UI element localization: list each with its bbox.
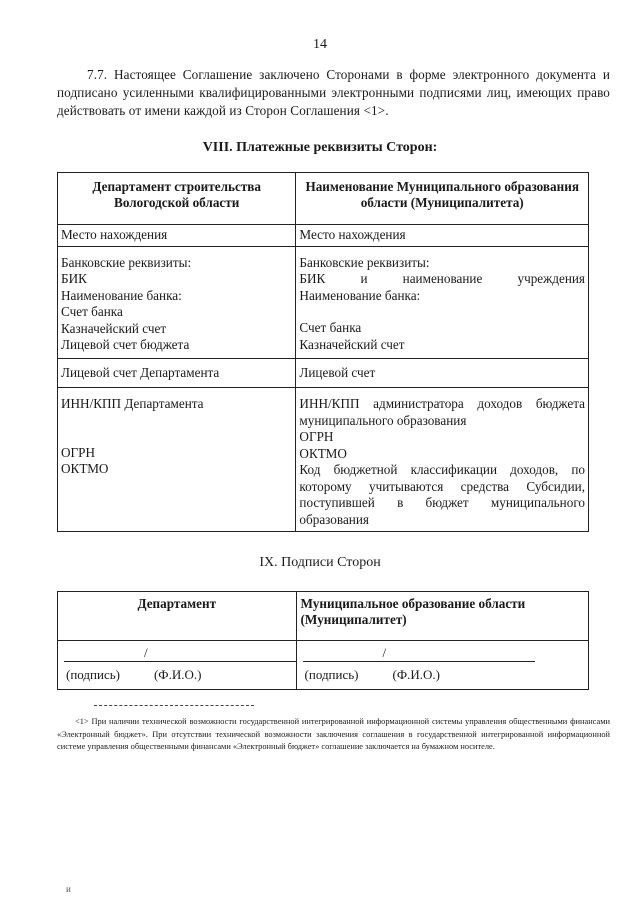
oktmo-label-right: ОКТМО bbox=[299, 445, 347, 461]
fio-label: (Ф.И.О.) bbox=[392, 667, 440, 682]
header-department: Департамент строительства Вологодской области bbox=[58, 173, 296, 225]
personal-account-left: Лицевой счет Департамента bbox=[58, 358, 296, 388]
slash-separator: / bbox=[382, 645, 387, 660]
paragraph-7-7 bbox=[57, 66, 610, 120]
blank-line bbox=[61, 413, 292, 445]
word: БИК bbox=[299, 271, 326, 286]
slash-separator: / bbox=[144, 645, 148, 660]
personal-account-row bbox=[58, 358, 589, 388]
bank-name-label-right: Наименование банка: bbox=[299, 287, 421, 303]
footnote-divider bbox=[94, 705, 254, 706]
inn-left bbox=[58, 388, 296, 532]
signature-caption bbox=[305, 667, 440, 683]
bank-requisites-label: Банковские реквизиты: bbox=[61, 254, 192, 270]
section-8-title: VIII. Платежные реквизиты Сторон: bbox=[202, 140, 438, 155]
personal-account-right: Лицевой счет bbox=[296, 358, 589, 388]
signature-block bbox=[62, 645, 292, 685]
signature-caption bbox=[66, 667, 201, 683]
inn-row bbox=[58, 388, 589, 532]
location-left: Место нахождения bbox=[58, 225, 296, 247]
page-number: 14 bbox=[313, 37, 327, 52]
location-right: Место нахождения bbox=[296, 225, 589, 247]
word: и bbox=[360, 271, 368, 286]
signature-line bbox=[64, 661, 296, 662]
section-9-title: IX. Подписи Сторон bbox=[259, 555, 381, 570]
signature-cell-left bbox=[58, 641, 297, 690]
bank-account-label-right: Счет банка bbox=[299, 320, 362, 335]
bank-account-label: Счет банка bbox=[61, 304, 123, 319]
bik-label: БИК bbox=[61, 271, 87, 286]
word: наименование bbox=[402, 271, 483, 286]
inn-right bbox=[296, 388, 589, 532]
treasury-account-label: Казначейский счет bbox=[61, 320, 167, 336]
signature-head-department: Департамент bbox=[58, 592, 297, 641]
treasury-account-label-right: Казначейский счет bbox=[299, 336, 405, 352]
stray-mark: и bbox=[66, 884, 71, 894]
bank-row bbox=[58, 246, 589, 358]
kbk-label: Код бюджетной классификации доходов, по которому учитываются средства Субсидии, поступившей в бюджет муниципального образования bbox=[299, 462, 585, 527]
signature-line bbox=[303, 661, 535, 662]
blank-line bbox=[299, 304, 585, 320]
signature-block bbox=[301, 645, 584, 685]
ogrn-label: ОГРН bbox=[61, 444, 96, 460]
bank-right bbox=[296, 246, 589, 358]
fio-label: (Ф.И.О.) bbox=[153, 667, 202, 682]
bank-requisites-label-right: Банковские реквизиты: bbox=[299, 254, 430, 270]
requisites-table bbox=[57, 172, 589, 532]
bank-left bbox=[58, 246, 296, 358]
word: учреждения bbox=[517, 271, 585, 286]
signatures-header-row bbox=[58, 592, 589, 641]
signature-cell-right bbox=[296, 641, 588, 690]
budget-account-label: Лицевой счет бюджета bbox=[61, 337, 190, 352]
location-row bbox=[58, 225, 589, 247]
footnote bbox=[57, 716, 610, 754]
bik-institution-line bbox=[299, 271, 585, 288]
inn-kpp-admin-label: ИНН/КПП администратора доходов бюджета муниципального образования bbox=[299, 396, 585, 428]
requisites-header-row bbox=[58, 173, 589, 225]
signature-label: (подпись) bbox=[304, 667, 359, 682]
signatures-row bbox=[58, 641, 589, 690]
header-municipality: Наименование Муниципального образования области (Муниципалитета) bbox=[296, 173, 589, 225]
ogrn-label-right: ОГРН bbox=[299, 429, 334, 444]
bank-name-label: Наименование банка: bbox=[61, 287, 182, 303]
signatures-table bbox=[57, 591, 589, 690]
signature-label: (подпись) bbox=[66, 667, 120, 682]
signature-head-municipality: Муниципальное образование области (Муниципалитет) bbox=[296, 592, 588, 641]
footnote-text: <1> При наличии технической возможности государственной интегрированной информационной системы управления общественными финансами «Электронный бюджет». При отсутствии технической возможности заключения соглашения в государственной интегрированной информационной системе управления общественными финансами «Электронный бюджет» соглашение заключается на бумажном носителе. bbox=[57, 717, 610, 751]
inn-kpp-label: ИНН/КПП Департамента bbox=[61, 396, 204, 411]
oktmo-label: ОКТМО bbox=[61, 461, 109, 476]
paragraph-text: 7.7. Настоящее Соглашение заключено Сторонами в форме электронного документа и подписано усиленными квалифицированными электронными подписями лиц, имеющих право действовать от имени каждой из Сторон Соглашения <1>. bbox=[57, 67, 610, 118]
